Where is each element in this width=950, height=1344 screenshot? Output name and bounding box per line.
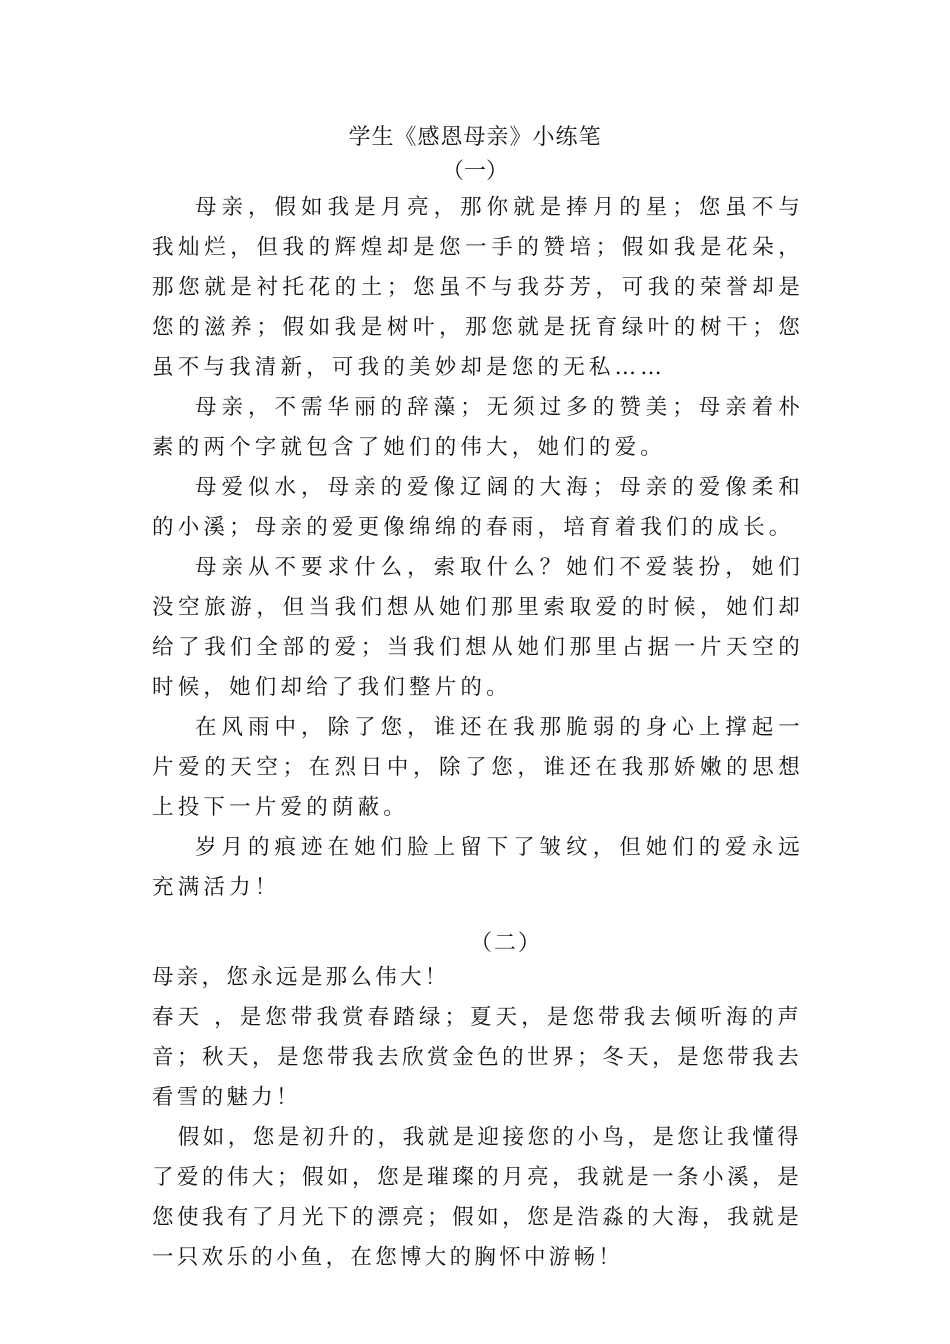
section-1-paragraph: 岁月的痕迹在她们脸上留下了皱纹，但她们的爱永远充满活力！ (152, 835, 804, 900)
section-1-heading: （一） (441, 159, 508, 184)
section-2-paragraph: 春天 ，是您带我赏春踏绿；夏天，是您带我去倾听海的声音；秋天，是您带我去欣赏金色的世界；冬天，是您带我去看雪的魅力！ (152, 1005, 802, 1110)
section-1-paragraph: 母爱似水，母亲的爱像辽阔的大海；母亲的爱像柔和的小溪；母亲的爱更像绵绵的春雨，培育着我们的成长。 (152, 475, 804, 540)
section-2-body (152, 958, 802, 1278)
section-2-paragraph: 母亲，您永远是那么伟大！ (152, 965, 450, 990)
section-2-paragraph: 假如，您是初升的，我就是迎接您的小鸟，是您让我懂得了爱的伟大；假如，您是璀璨的月亮，我就是一条小溪，是您使我有了月光下的漂亮；假如，您是浩淼的大海，我就是一只欢乐的小鱼，在您博大的胸怀中游畅！ (152, 1125, 802, 1270)
section-1-paragraph: 在风雨中，除了您，谁还在我那脆弱的身心上撑起一片爱的天空；在烈日中，除了您，谁还在我那娇嫩的思想上投下一片爱的荫蔽。 (152, 715, 804, 820)
section-1-paragraph: 母亲从不要求什么，索取什么？她们不爱装扮，她们没空旅游，但当我们想从她们那里索取爱的时候，她们却给了我们全部的爱；当我们想从她们那里占据一片天空的时候，她们却给了我们整片的。 (152, 555, 804, 700)
section-1-paragraph: 母亲，假如我是月亮，那你就是捧月的星；您虽不与我灿烂，但我的辉煌却是您一手的赞培；假如我是花朵，那您就是衬托花的土；您虽不与我芬芳，可我的荣誉却是您的滋养；假如我是树叶，那您就是抚育绿叶的树干；您虽不与我清新，可我的美妙却是您的无私…… (152, 195, 804, 380)
document-title: 学生《感恩母亲》小练笔 (348, 125, 602, 150)
section-1-paragraph: 母亲，不需华丽的辞藻；无须过多的赞美；母亲着朴素的两个字就包含了她们的伟大，她们的爱。 (152, 395, 804, 460)
section-2-heading: （二） (470, 931, 543, 956)
section-1-body (152, 188, 804, 908)
